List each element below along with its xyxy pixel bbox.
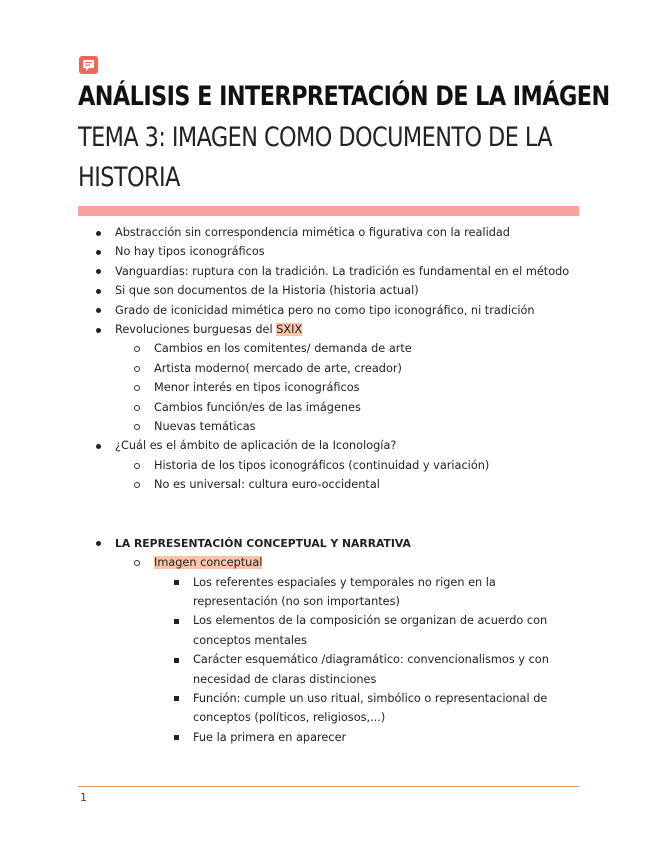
main-bullet-list [78, 223, 580, 495]
sub-bullet-list [115, 339, 580, 436]
sub-list-item: No es universal: cultura euro-occidental [78, 475, 580, 494]
nested-bullet-list [154, 573, 580, 748]
sub-list-item: Menor interés en tipos iconográficos [78, 378, 580, 397]
footer-divider [78, 786, 579, 787]
highlighted-text[interactable]: Imagen conceptual [154, 556, 263, 570]
sub-list-item: Nuevas temáticas [78, 417, 580, 436]
nested-list-item: Los elementos de la composición se organizan de acuerdo con conceptos mentales [78, 611, 580, 650]
list-item-text: Revoluciones burguesas del [115, 323, 277, 337]
list-item: Vanguardias: ruptura con la tradición. La tradición es fundamental en el método [78, 262, 580, 281]
section-item [78, 534, 580, 747]
spacer [78, 495, 580, 534]
sub-list-item [78, 553, 580, 747]
list-item: Si que son documentos de la Historia (historia actual) [78, 281, 580, 300]
section-bullet-list [78, 534, 580, 747]
sub-bullet-list [115, 456, 580, 495]
sub-list-item: Cambios en los comitentes/ demanda de arte [78, 339, 580, 358]
document-title: ANÁLISIS E INTERPRETACIÓN DE LA IMÁGEN [78, 81, 610, 112]
highlighted-text[interactable]: SXIX [276, 323, 303, 337]
list-item-text: ¿Cuál es el ámbito de aplicación de la Iconología? [115, 439, 397, 453]
nested-list-item: Carácter esquemático /diagramático: convencionalismos y con necesidad de claras distinciones [78, 650, 580, 689]
document-subtitle: TEMA 3: IMAGEN COMO DOCUMENTO DE LA HISTORIA [78, 122, 553, 193]
page-number: 1 [80, 791, 87, 804]
nested-list-item: Función: cumple un uso ritual, simbólico o representacional de conceptos (políticos, religiosos,...) [78, 689, 580, 728]
list-item: No hay tipos iconográficos [78, 242, 580, 261]
list-item: Abstracción sin correspondencia mimética o figurativa con la realidad [78, 223, 580, 242]
title-divider [78, 206, 579, 216]
section-heading: LA REPRESENTACIÓN CONCEPTUAL Y NARRATIVA [115, 536, 411, 550]
sub-list-item: Historia de los tipos iconográficos (continuidad y variación) [78, 456, 580, 475]
nested-list-item: Los referentes espaciales y temporales no rigen en la representación (no son importantes) [78, 573, 580, 612]
list-item [78, 436, 580, 494]
nested-list-item: Fue la primera en aparecer [78, 728, 580, 747]
sub-bullet-list [115, 553, 580, 747]
list-item: Grado de iconicidad mimética pero no como tipo iconográfico, ni tradición [78, 301, 580, 320]
comment-icon[interactable] [79, 56, 98, 74]
sub-list-item: Artista moderno( mercado de arte, creador) [78, 359, 580, 378]
list-item [78, 320, 580, 436]
sub-list-item: Cambios función/es de las imágenes [78, 398, 580, 417]
document-body [78, 223, 580, 747]
